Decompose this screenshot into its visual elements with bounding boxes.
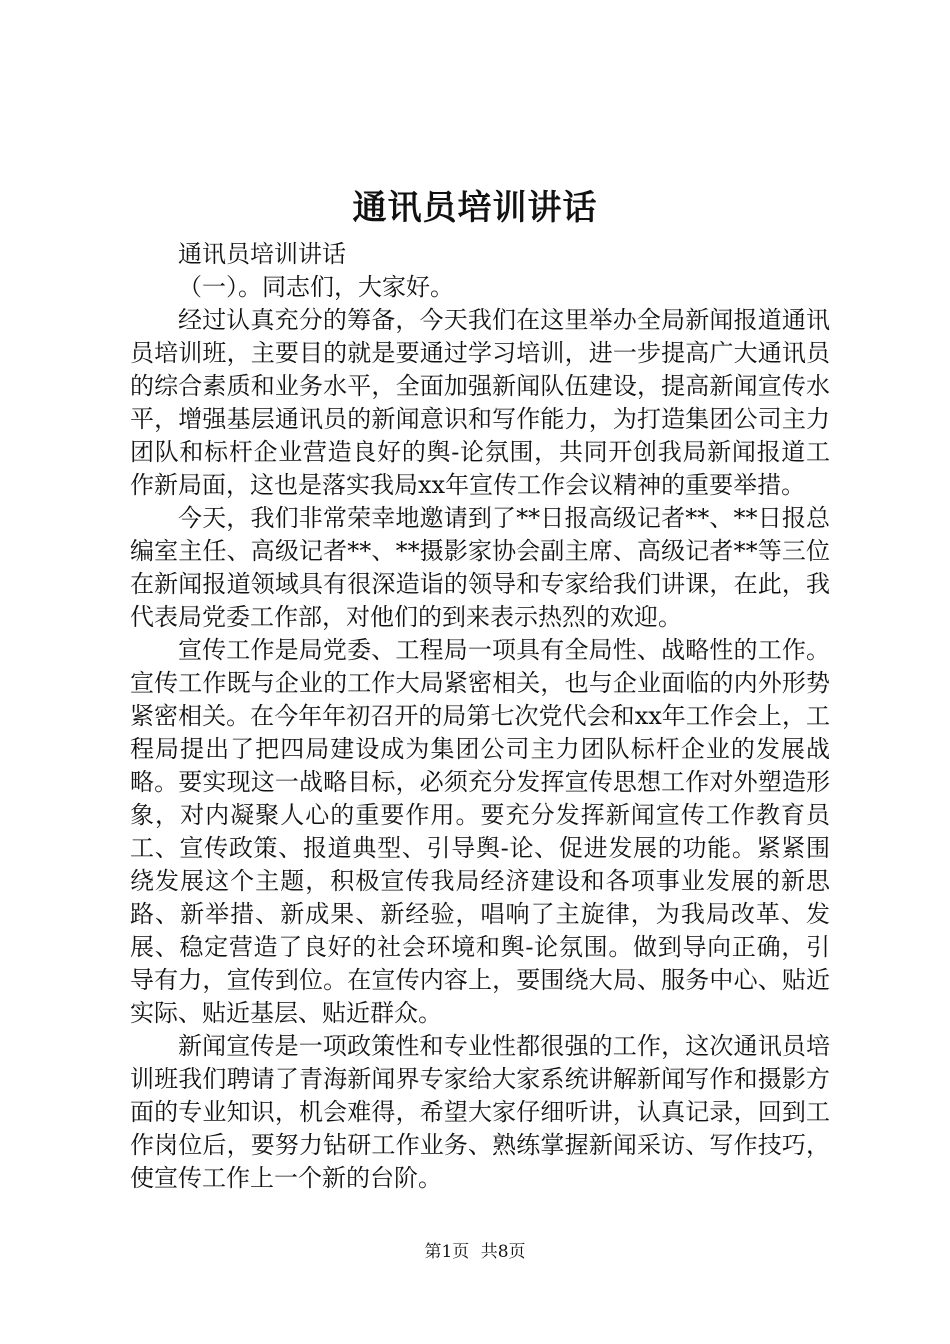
paragraph-greeting: （一）。同志们，大家好。: [178, 273, 454, 301]
paragraph-purpose: 经过认真充分的筹备，今天我们在这里举办全局新闻报道通讯员培训班，主要目的就是要通过学习培训，进一步提高广大通讯员的综合素质和业务水平，全面加强新闻队伍建设，提高新闻宣传水平，增强基层通讯员的新闻意识和写作能力，为打造集团公司主力团队和标杆企业营造良好的舆-论氛围，共同开创我局新闻报道工作新局面，这也是落实我局xx年宣传工作会议精神的重要举措。: [130, 306, 830, 499]
paragraph-subtitle: 通讯员培训讲话: [178, 240, 346, 268]
paragraph-closing: 新闻宣传是一项政策性和专业性都很强的工作，这次通讯员培训班我们聘请了青海新闻界专家给大家系统讲解新闻写作和摄影方面的专业知识，机会难得，希望大家仔细听讲，认真记录，回到工作岗位后，要努力钻研工作业务、熟练掌握新闻采访、写作技巧，使宣传工作上一个新的台阶。: [130, 1032, 830, 1192]
document-body: [130, 238, 830, 1195]
page-indicator: 第1页 共8页: [424, 1242, 526, 1262]
paragraph-welcome: 今天，我们非常荣幸地邀请到了**日报高级记者**、**日报总编室主任、高级记者**、**摄影家协会副主席、高级记者**等三位在新闻报道领域具有很深造诣的领导和专家给我们讲课，在此，我代表局党委工作部，对他们的到来表示热烈的欢迎。: [130, 504, 830, 631]
document-title: 通讯员培训讲话: [352, 188, 598, 228]
paragraph-strategy: 宣传工作是局党委、工程局一项具有全局性、战略性的工作。宣传工作既与企业的工作大局紧密相关，也与企业面临的内外形势紧密相关。在今年年初召开的局第七次党代会和xx年工作会上，工程局提出了把四局建设成为集团公司主力团队标杆企业的发展战略。要实现这一战略目标，必须充分发挥宣传思想工作对外塑造形象，对内凝聚人心的重要作用。要充分发挥新闻宣传工作教育员工、宣传政策、报道典型、引导舆-论、促进发展的功能。紧紧围绕发展这个主题，积极宣传我局经济建设和各项事业发展的新思路、新举措、新成果、新经验，唱响了主旋律，为我局改革、发展、稳定营造了良好的社会环境和舆-论氛围。做到导向正确，引导有力，宣传到位。在宣传内容上，要围绕大局、服务中心、贴近实际、贴近基层、贴近群众。: [130, 636, 830, 1027]
